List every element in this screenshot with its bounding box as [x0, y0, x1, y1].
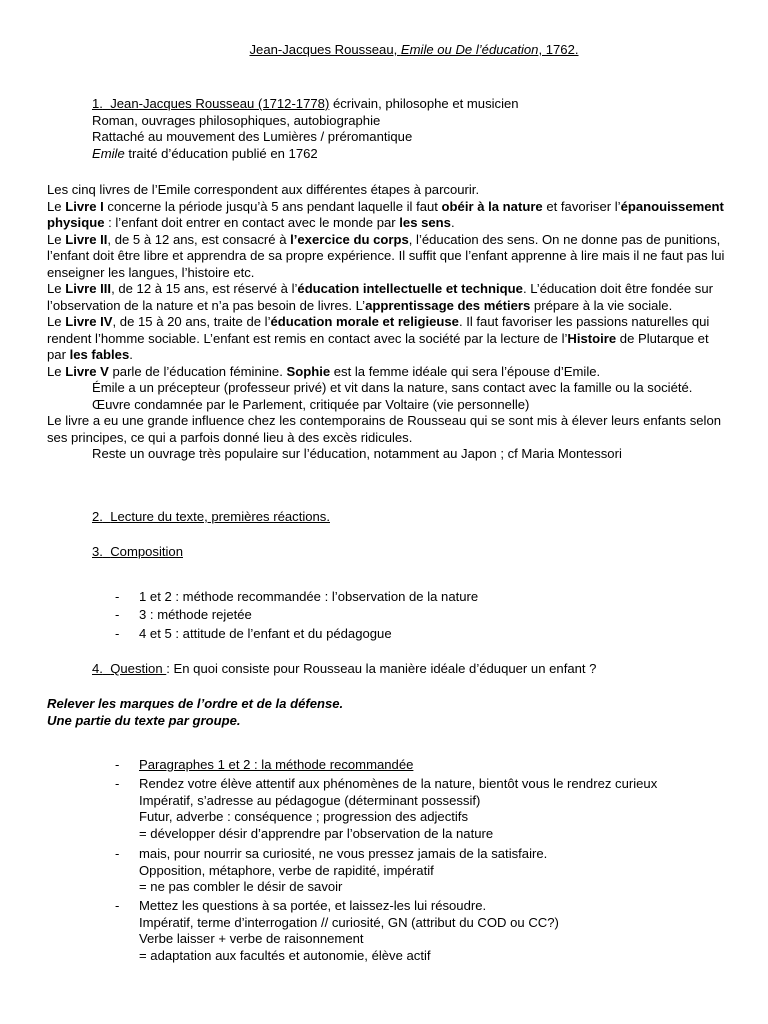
analysis-item-3	[139, 898, 739, 964]
analysis-note: = ne pas combler le désir de savoir	[139, 879, 343, 894]
livre-2-paragraph: Le Livre II, de 5 à 12 ans, est consacré à l’exercice du corps, l’éducation des sens. On ne donne pas de punitions, l’enfant doit être libre et apprendra de sa propre expérience. Il suffit que l’enfant apprenne à lire mais il ne faut pas lui enseigner les langues, l’histoire etc.	[47, 231, 725, 280]
instructions-line-1: Relever les marques de l’ordre et de la défense.	[47, 696, 344, 711]
section-1-line-4: traité d’éducation publié en 1762	[124, 145, 318, 161]
livre-3-paragraph: Le Livre III, de 12 à 15 ans, est réservé à l’éducation intellectuelle et technique. L’éducation doit être fondée sur l’observation de la nature et n’a pas besoin de livres. L’apprentissage des métiers prépare à la vie sociale.	[47, 281, 713, 313]
list-bullet: -	[115, 607, 120, 622]
title-suffix: , 1762.	[538, 42, 579, 57]
analysis-note: Futur, adverbe : conséquence ; progression des adjectifs	[139, 809, 468, 824]
title-work: Emile ou De l’éducation	[400, 42, 539, 57]
section-1-author: Jean-Jacques Rousseau (1712-1778)	[110, 96, 330, 111]
section-3-number: 3.	[92, 544, 103, 559]
composition-item-1: 1 et 2 : méthode recommandée : l’observation de la nature	[139, 589, 479, 604]
analysis-note: = adaptation aux facultés et autonomie, élève actif	[139, 947, 431, 963]
livre-1-paragraph: Le Livre I concerne la période jusqu’à 5 ans pendant laquelle il faut obéir à la nature et favoriser l’épanouissement physique : l’enfant doit entrer en contact avec le monde par les sens.	[47, 198, 724, 230]
section-1-author-rest: écrivain, philosophe et musicien	[329, 96, 519, 111]
section-1-emile: Emile	[92, 145, 125, 161]
section-2	[92, 509, 330, 526]
influence-paragraph: Le livre a eu une grande influence chez les contemporains de Rousseau qui se sont mis à élever leurs enfants selon ses principes, ce qui a parfois donné lieu à des excès ridicules.	[47, 413, 722, 445]
title-prefix: Jean-Jacques Rousseau,	[249, 42, 401, 57]
livre-5-paragraph: Le Livre V parle de l’éducation féminine. Sophie est la femme idéale qui sera l’épouse d’Emile.	[47, 363, 601, 379]
section-1-line-3: Rattaché au mouvement des Lumières / préromantique	[92, 129, 413, 144]
analysis-quote-1: Rendez votre élève attentif aux phénomènes de la nature, bientôt vous le rendrez curieux	[139, 776, 658, 791]
analysis-item-1	[139, 776, 739, 842]
books-description	[47, 182, 727, 463]
section-3	[92, 544, 183, 561]
analysis-note: Opposition, métaphore, verbe de rapidité, impératif	[139, 862, 434, 878]
oeuvre-paragraph: Œuvre condamnée par le Parlement, critiquée par Voltaire (vie personnelle)	[92, 396, 530, 412]
analysis-note: Impératif, terme d’interrogation // curiosité, GN (attribut du COD ou CC?)	[139, 914, 559, 930]
intro-paragraph: Les cinq livres de l’Emile correspondent aux différentes étapes à parcourir.	[47, 182, 480, 197]
section-1-number: 1.	[92, 96, 103, 111]
list-bullet: -	[115, 846, 120, 861]
instructions-line-2: Une partie du texte par groupe.	[47, 712, 241, 728]
section-2-label: Lecture du texte, premières réactions.	[110, 509, 330, 524]
section-1	[92, 96, 768, 162]
analysis-quote-2: mais, pour nourrir sa curiosité, ne vous pressez jamais de la satisfaire.	[139, 846, 548, 861]
instructions	[47, 696, 727, 729]
section-1-line-2: Roman, ouvrages philosophiques, autobiographie	[92, 112, 381, 128]
list-bullet: -	[115, 776, 120, 791]
section-3-label: Composition	[110, 544, 183, 559]
section-4-question: : En quoi consiste pour Rousseau la manière idéale d’éduquer un enfant ?	[166, 661, 597, 676]
list-bullet: -	[115, 626, 120, 641]
document-title	[0, 42, 768, 59]
analysis-note: Verbe laisser + verbe de raisonnement	[139, 931, 364, 946]
section-2-number: 2.	[92, 509, 103, 524]
analysis-quote-3: Mettez les questions à sa portée, et laissez-les lui résoudre.	[139, 898, 487, 913]
section-4-label: Question	[110, 661, 167, 676]
analysis-heading: Paragraphes 1 et 2 : la méthode recommandée	[139, 757, 414, 772]
analysis-item-2	[139, 846, 739, 896]
section-4	[92, 661, 596, 678]
reste-paragraph: Reste un ouvrage très populaire sur l’éducation, notamment au Japon ; cf Maria Montessori	[92, 446, 622, 461]
list-bullet: -	[115, 589, 120, 604]
analysis-note: Impératif, s’adresse au pédagogue (déterminant possessif)	[139, 792, 481, 808]
emile-paragraph: Émile a un précepteur (professeur privé) et vit dans la nature, sans contact avec la famille ou la société.	[92, 380, 693, 395]
livre-4-paragraph: Le Livre IV, de 15 à 20 ans, traite de l’éducation morale et religieuse. Il faut favoriser les passions naturelles qui rendent l’homme sociable. L’enfant est remis en contact avec la société par la lecture de l’Histoire de Plutarque et par les fables.	[47, 314, 710, 362]
list-bullet: -	[115, 898, 120, 913]
composition-item-2: 3 : méthode rejetée	[139, 607, 252, 622]
list-bullet: -	[115, 757, 120, 772]
analysis-note: = développer désir d’apprendre par l’observation de la nature	[139, 825, 494, 841]
composition-item-3: 4 et 5 : attitude de l’enfant et du pédagogue	[139, 626, 392, 641]
section-4-number: 4.	[92, 661, 103, 676]
